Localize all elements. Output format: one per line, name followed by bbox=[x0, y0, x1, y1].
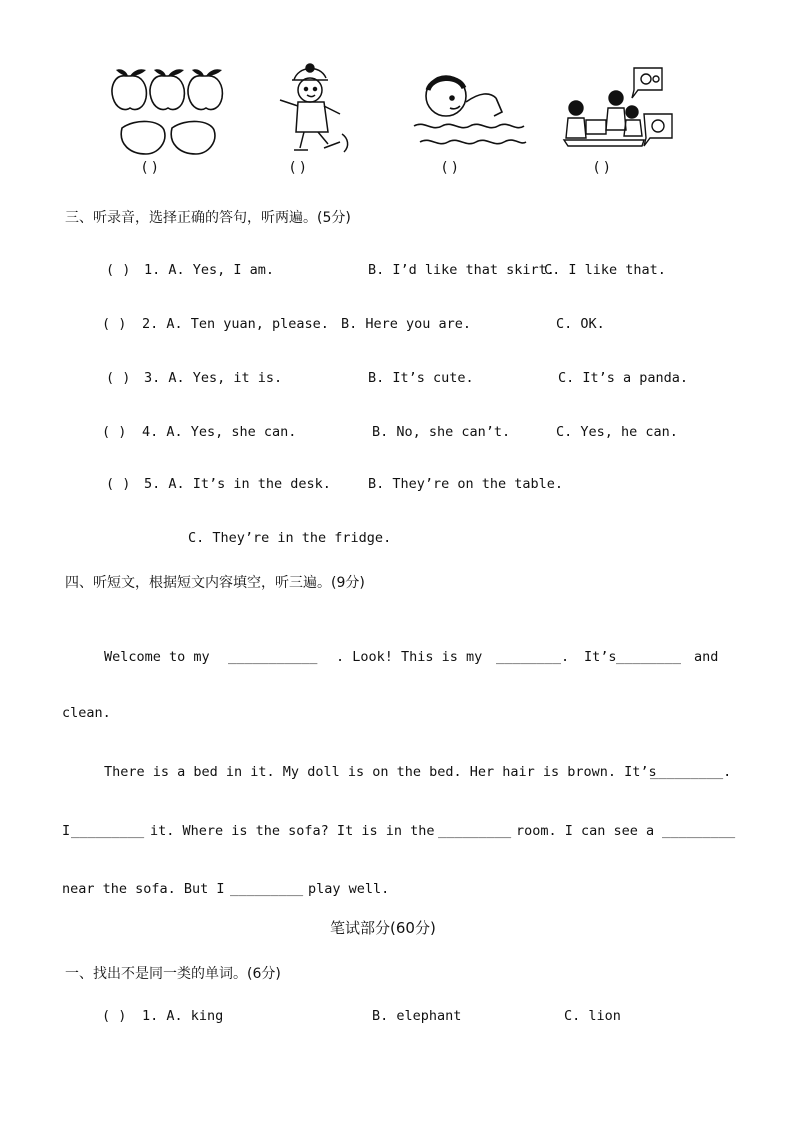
blank-8[interactable]: _________ bbox=[230, 881, 304, 897]
blank-3[interactable]: ________ bbox=[616, 649, 682, 665]
picture-4-paren[interactable]: ( ) bbox=[594, 160, 610, 176]
option-b: B. No, she can’t. bbox=[372, 424, 511, 440]
apples-mangoes-icon bbox=[108, 62, 226, 158]
text: There is a bed in it. My doll is on the bed. Her hair is brown. It’s bbox=[104, 764, 657, 780]
option-c: C. lion bbox=[564, 1008, 621, 1024]
blank-2[interactable]: ________. bbox=[496, 649, 570, 665]
text: it. Where is the sofa? It is in the bbox=[150, 823, 435, 839]
option-b: B. I’d like that skirt. bbox=[368, 262, 555, 278]
apples-mangoes-picture bbox=[108, 62, 226, 158]
blank-7[interactable]: _________ bbox=[662, 823, 736, 839]
passage-line-2: clean. bbox=[62, 705, 111, 721]
blank-6[interactable]: _________ bbox=[438, 823, 512, 839]
section3-title: 三、听录音，选择正确的答句，听两遍。(5分) bbox=[65, 210, 351, 226]
text: . Look! This is my bbox=[336, 649, 483, 665]
option-a: 1. A. Yes, I am. bbox=[144, 262, 275, 278]
section4-title: 四、听短文，根据短文内容填空，听三遍。(9分) bbox=[65, 575, 365, 591]
answer-paren[interactable]: ( ) bbox=[106, 262, 131, 278]
answer-paren[interactable]: ( ) bbox=[102, 424, 127, 440]
option-a: 4. A. Yes, she can. bbox=[142, 424, 297, 440]
option-a: 2. A. Ten yuan, please. bbox=[142, 316, 329, 332]
option-a: 3. A. Yes, it is. bbox=[144, 370, 283, 386]
picture-1-paren[interactable]: ( ) bbox=[142, 160, 158, 176]
blank-4[interactable]: _________. bbox=[650, 764, 732, 780]
blank-1[interactable]: ___________ bbox=[228, 649, 318, 665]
option-b: B. It’s cute. bbox=[368, 370, 474, 386]
option-c: C. I like that. bbox=[544, 262, 666, 278]
option-a: 1. A. king bbox=[142, 1008, 224, 1024]
answer-paren[interactable]: ( ) bbox=[102, 316, 127, 332]
family-watching-tv-picture bbox=[562, 62, 680, 158]
text: and bbox=[694, 649, 719, 665]
answer-paren[interactable]: ( ) bbox=[106, 370, 131, 386]
skating-girl-picture bbox=[270, 62, 362, 158]
text: It’s bbox=[584, 649, 617, 665]
text: Welcome to my bbox=[104, 649, 210, 665]
text: near the sofa. But I bbox=[62, 881, 225, 897]
option-a: 5. A. It’s in the desk. bbox=[144, 476, 331, 492]
skating-girl-icon bbox=[270, 62, 362, 158]
blank-5[interactable]: _________ bbox=[71, 823, 145, 839]
option-c: C. Yes, he can. bbox=[556, 424, 678, 440]
section1-title: 一、找出不是同一类的单词。(6分) bbox=[65, 966, 281, 982]
answer-paren[interactable]: ( ) bbox=[102, 1008, 127, 1024]
text: I bbox=[62, 823, 71, 839]
option-b: B. Here you are. bbox=[341, 316, 472, 332]
answer-paren[interactable]: ( ) bbox=[106, 476, 131, 492]
swimming-boy-picture bbox=[410, 62, 528, 158]
picture-3-paren[interactable]: ( ) bbox=[442, 160, 458, 176]
option-c: C. It’s a panda. bbox=[558, 370, 689, 386]
picture-2-paren[interactable]: ( ) bbox=[290, 160, 306, 176]
option-c: C. They’re in the fridge. bbox=[188, 530, 392, 546]
family-watching-tv-icon bbox=[562, 62, 680, 158]
option-b: B. They’re on the table. bbox=[368, 476, 564, 492]
text: play well. bbox=[308, 881, 390, 897]
option-b: B. elephant bbox=[372, 1008, 462, 1024]
text: room. I can see a bbox=[516, 823, 655, 839]
written-part-title: 笔试部分(60分) bbox=[330, 919, 436, 937]
swimming-boy-icon bbox=[410, 62, 528, 158]
option-c: C. OK. bbox=[556, 316, 605, 332]
